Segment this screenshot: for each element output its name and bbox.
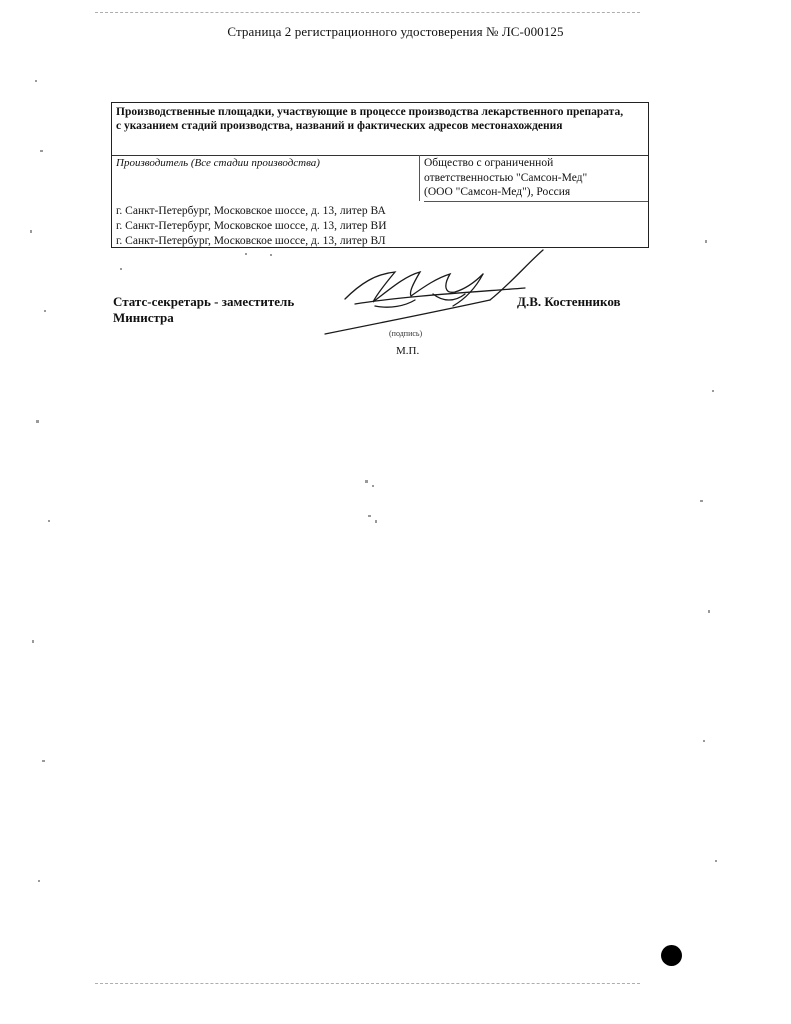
- organization-line: (ООО "Самсон-Мед"), Россия: [424, 186, 571, 198]
- signatory-title-line: Министра: [113, 310, 174, 325]
- table-divider-right: [424, 201, 648, 202]
- address-line: г. Санкт-Петербург, Московское шоссе, д. 13, литер ВА: [116, 205, 386, 217]
- signatory-name: Д.В. Костенников: [517, 294, 621, 309]
- address-list: [116, 204, 387, 249]
- organization-name: [424, 156, 644, 200]
- page-header: Страница 2 регистрационного удостоверения № ЛС-000125: [227, 24, 564, 39]
- address-line: г. Санкт-Петербург, Московское шоссе, д. 13, литер ВЛ: [116, 235, 386, 247]
- scan-edge-bottom: [95, 983, 640, 984]
- scan-edge-top: [95, 12, 640, 13]
- signature-caption: (подпись): [389, 329, 423, 338]
- production-sites-table: [111, 102, 649, 248]
- signatory-title-line: Статс-секретарь - заместитель: [113, 294, 295, 309]
- organization-line: Общество с ограниченной: [424, 157, 554, 169]
- signatory-title: [113, 294, 294, 326]
- table-heading: Производственные площадки, участвующие в процессе производства лекарственного препарата, с указанием стадий производства, названий и фактических адресов местонахождения: [116, 106, 624, 132]
- production-stage-label: Производитель (Все стадии производства): [116, 157, 320, 169]
- address-line: г. Санкт-Петербург, Московское шоссе, д. 13, литер ВИ: [116, 220, 387, 232]
- table-column-divider: [419, 155, 420, 201]
- organization-line: ответственностью "Самсон-Мед": [424, 171, 588, 184]
- scan-registration-dot: [661, 945, 682, 966]
- seal-mark: М.П.: [396, 345, 420, 357]
